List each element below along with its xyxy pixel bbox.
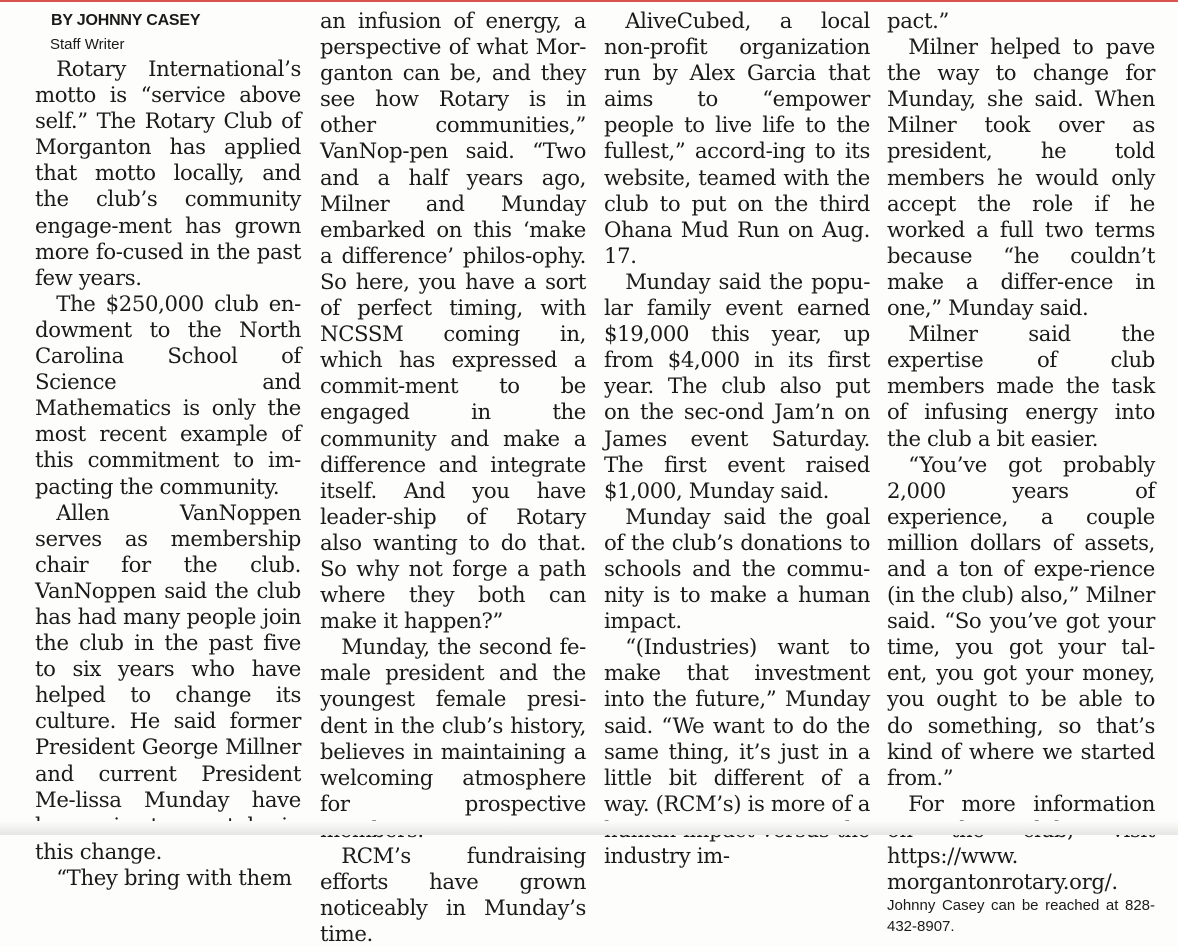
paragraph: Munday said the goal of the club’s donations to schools and the commu-nity is to make a human impact. (604, 503, 870, 634)
paragraph: RCM’s fundraising efforts have grown noticeably in Munday’s time. (320, 843, 586, 947)
paragraph: AliveCubed, a local non-profit organization run by Alex Garcia that aims to “empower people to live life to the fullest,” accord-ing to its website, teamed with the club to put on the third Ohana Mud Run on Aug. 17. (604, 8, 870, 268)
paragraph: Allen VanNoppen serves as membership chair for the club. VanNoppen said the club has had many people join the club in the past five to six years who have helped to change its culture. He said former President George Millner and current President Me-lissa Munday have this change. (35, 499, 301, 864)
byline-author: BY JOHNNY CASEY (51, 12, 201, 29)
author-contact-tagline: Johnny Casey can be reached at 828-432-8907. (887, 897, 1155, 936)
paragraph: The $250,000 club en-dowment to the North Carolina School of Science and Mathematics is only the most recent example of this commitment to im-pacting the community. (35, 290, 301, 499)
paragraph: “(Industries) want to make that investment into the future,” Munday said. “We want to do the same thing, it’s just in a little bit different of a way. (RCM’s) is more of a industry im- (604, 634, 870, 868)
column-3 (604, 8, 870, 869)
paragraph: Munday said the popu-lar family event earned $19,000 this year, up from $4,000 in its first year. The club also put on the sec-ond Jam’n on James event Saturday. The first event raised $1,000, Munday said. (604, 268, 870, 503)
paragraph: For more information https://www. morgantonrotary.org/. (887, 790, 1155, 895)
paragraph-continued: an infusion of energy, a perspective of what Mor-ganton can be, and they see how Rotary is in other communities,” VanNop-pen said. “Two and a half years ago, Milner and Munday embarked on this ‘make a difference’ philos-ophy. So here, you have a sort of perfect timing, with NCSSM coming in, which has expressed a commit-ment to be engaged in the community and make a difference and integrate itself. And you have leader-ship of Rotary also wanting to do that. So why not forge a path where they both can make it happen?” (320, 8, 586, 634)
paragraph: Munday, the second fe-male president and the youngest female presi-dent in the club’s history, believes in maintaining a welcoming atmosphere for prospective (320, 634, 586, 816)
column-1 (35, 8, 301, 891)
paragraph: “You’ve got probably 2,000 years of experience, a couple million dollars of assets, and a ton of expe-rience (in the club) also,” Milner said. “So you’ve got your time, you got your tal-ent, you got your money, you ought to be able to do something, so that’s kind of where we started from.” (887, 451, 1155, 790)
paragraph-continued: pact.” (887, 8, 950, 33)
column-4 (887, 8, 1155, 937)
paragraph: Rotary International’s motto is “service above self.” The Rotary Club of Morganton has applied that motto locally, and the club’s community engage-ment has grown more fo-cused in the past few years. (35, 56, 301, 290)
page-bottom-shadow (0, 821, 1178, 835)
byline-role: Staff Writer (50, 36, 125, 53)
paragraph: “They bring with them (56, 864, 292, 890)
paragraph: Milner said the expertise of club members made the task of infusing energy into the club a bit easier. (887, 321, 1155, 451)
column-2 (320, 8, 586, 947)
paragraph: Milner helped to pave the way to change for Munday, she said. When Milner took over as president, he told members he would only accept the role if he worked a full two terms because “he couldn’t make a differ-ence in one,” Munday said. (887, 34, 1155, 321)
top-rule (0, 0, 1178, 2)
